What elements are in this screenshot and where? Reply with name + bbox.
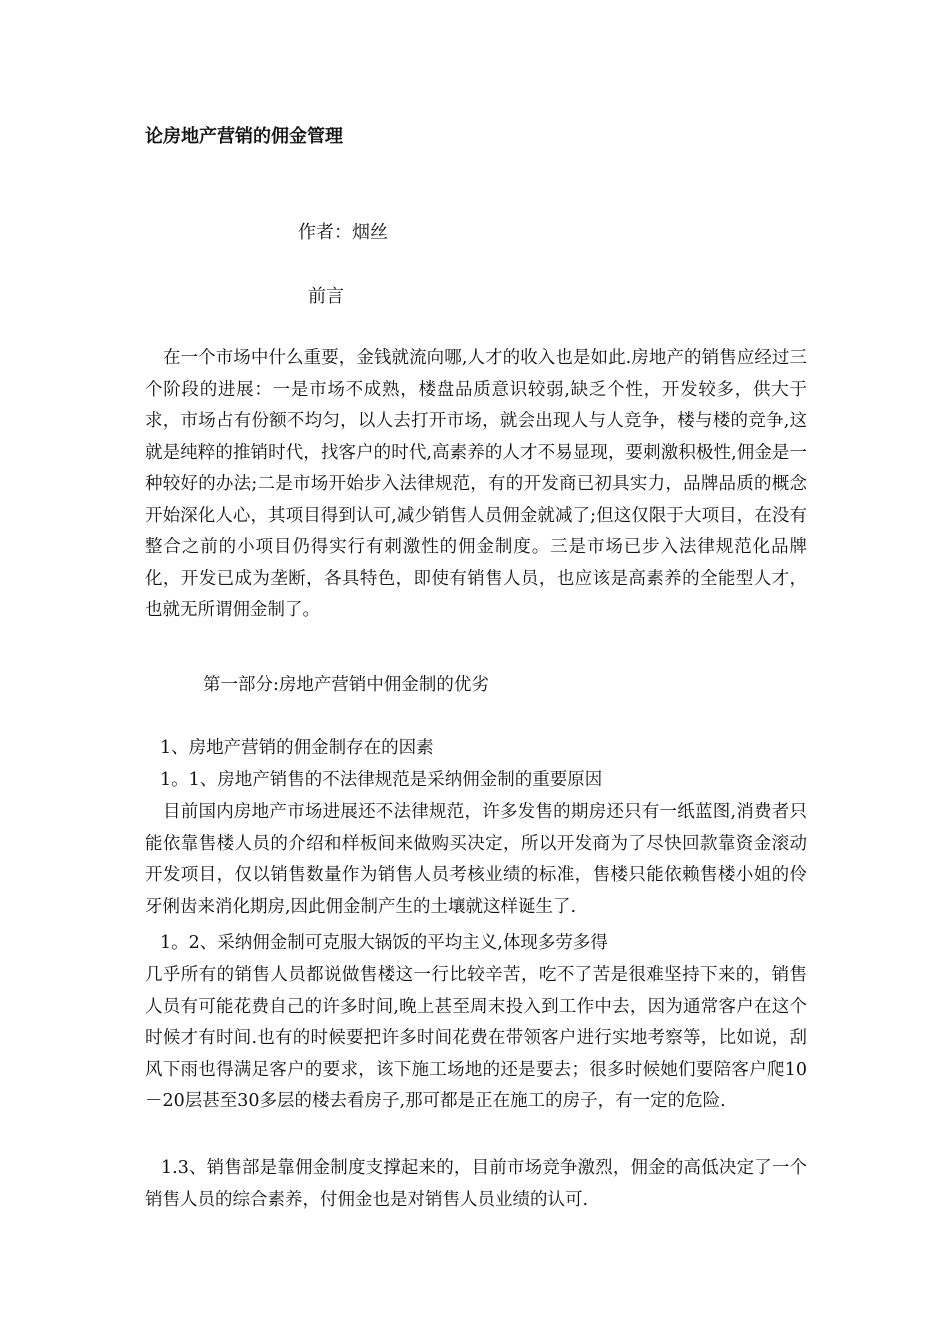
intro-paragraph: 在一个市场中什么重要，金钱就流向哪,人才的收入也是如此.房地产的销售应经过三个阶段的进展：一是市场不成熟，楼盘品质意识较弱,缺乏个性，开发较多，供大于求，市场占有份额不均匀，以人去打开市场，就会出现人与人竞争，楼与楼的竞争,这就是纯粹的推销时代，找客户的时代,高素养的人才不易显现，要刺激积极性,佣金是一种较好的办法;二是市场开始步入法律规范，有的开发商已初具实力，品牌品质的概念开始深化人心，其项目得到认可,减少销售人员佣金就减了;但这仅限于大项目，在没有整合之前的小项目仍得实行有刺激性的佣金制度。三是市场已步入法律规范化品牌化，开发已成为垄断，各具特色，即使有销售人员，也应该是高素养的全能型人才，也就无所谓佣金制了。 bbox=[145, 348, 807, 620]
section-1-heading: 1、房地产营销的佣金制存在的因素 bbox=[160, 738, 434, 758]
section-1-2-heading: 1。2、采纳佣金制可克服大锅饭的平均主义,体现多劳多得 bbox=[160, 933, 608, 953]
section-1-1-heading: 1。1、房地产销售的不法律规范是采纳佣金制的重要原因 bbox=[160, 770, 603, 790]
document-title: 论房地产营销的佣金管理 bbox=[145, 126, 343, 147]
author-line: 作者：烟丝 bbox=[298, 222, 388, 243]
part-one-heading: 第一部分:房地产营销中佣金制的优劣 bbox=[203, 675, 489, 695]
preface-heading: 前言 bbox=[308, 286, 344, 307]
section-1-1-paragraph: 目前国内房地产市场进展还不法律规范，许多发售的期房还只有一纸蓝图,消费者只能依靠售楼人员的介绍和样板间来做购买决定，所以开发商为了尽快回款靠资金滚动开发项目，仅以销售数量作为销售人员考核业绩的标准，售楼只能依赖售楼小姐的伶牙俐齿来消化期房,因此佣金制产生的土壤就这样诞生了. bbox=[145, 802, 807, 917]
section-1-2-paragraph: 几乎所有的销售人员都说做售楼这一行比较辛苦，吃不了苦是很难坚持下来的，销售人员有可能花费自己的许多时间,晚上甚至周末投入到工作中去，因为通常客户在这个时候才有时间.也有的时候要把许多时间花费在带领客户进行实地考察等，比如说，刮风下雨也得满足客户的要求，该下施工场地的还是要去；很多时候她们要陪客户爬10－20层甚至30多层的楼去看房子,那可都是正在施工的房子，有一定的危险. bbox=[145, 965, 807, 1111]
section-1-3-paragraph: 1.3、销售部是靠佣金制度支撑起来的，目前市场竞争激烈，佣金的高低决定了一个销售人员的综合素养，付佣金也是对销售人员业绩的认可. bbox=[145, 1158, 807, 1210]
